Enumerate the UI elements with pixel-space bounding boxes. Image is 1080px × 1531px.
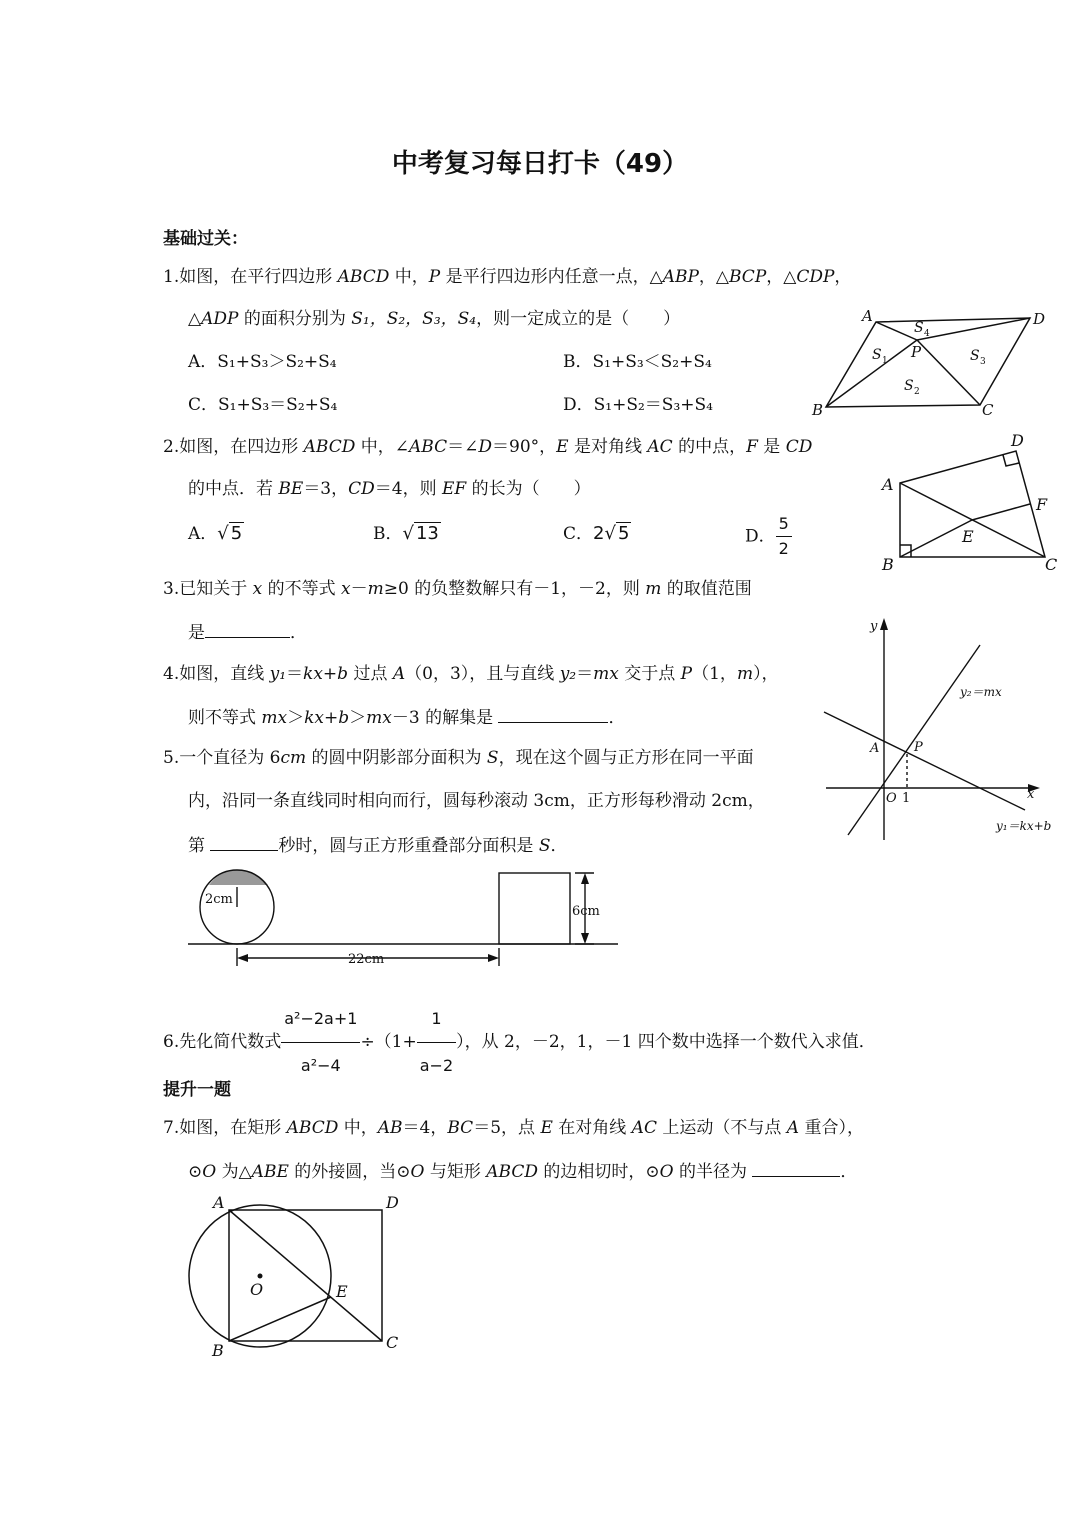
q2-line1: 2.如图，在四边形 ABCD 中，∠ABC＝∠D＝90°，E 是对角线 AC 的中点，F 是 CD (163, 437, 813, 457)
q7-label-b: B (212, 1341, 224, 1360)
q7-line1: 7.如图，在矩形 ABCD 中，AB＝4，BC＝5，点 E 在对角线 AC 上运动（不与点 A 重合）， (163, 1118, 864, 1138)
q3-line2: 是 ． (188, 619, 307, 645)
q7-line2: ⊙O 为△ABE 的外接圆，当⊙O 与矩形 ABCD 的边相切时，⊙O 的半径为 ． (188, 1158, 857, 1184)
q5-line3: 第 秒时，圆与正方形重叠部分面积是 S． (188, 832, 567, 858)
q4-line2: 则不等式 mx＞kx+b＞mx－3 的解集是 ． (188, 704, 625, 730)
q1-option-b: B．S₁+S₃＜S₂+S₄ (563, 352, 712, 372)
q5-label-side: 6cm (572, 904, 600, 919)
q7-label-a: A (213, 1193, 225, 1212)
q1-label-a: A (862, 307, 873, 325)
q4-label-p: P (914, 740, 923, 755)
q1-label-p: P (911, 343, 922, 361)
q2-label-d: D (1011, 431, 1024, 450)
q2-option-c: C．2√ 5 (563, 523, 630, 544)
center-point-o (258, 1274, 263, 1279)
section-advanced-heading: 提升一题 (163, 1080, 231, 1100)
q4-label-1: 1 (902, 791, 911, 806)
q2-line2: 的中点．若 BE＝3，CD＝4，则 EF 的长为（ ） (188, 479, 591, 499)
q6-fraction-2: $\frac{1}{a-2}$ (417, 996, 456, 1089)
q3-line1: 3.已知关于 x 的不等式 x－m≥0 的负整数解只有－1，－2，则 m 的取值范围 (163, 579, 752, 599)
q4-line1: 4.如图，直线 y₁＝kx+b 过点 A（0，3），且与直线 y₂＝mx 交于点 P（1，m）， (163, 664, 779, 684)
svg-text:2: 2 (914, 387, 920, 397)
q1-label-s4: S (914, 320, 924, 336)
q1-label-b: B (812, 401, 824, 419)
q5-label-distance: 22cm (348, 952, 385, 967)
q1-label-s3: S (970, 348, 980, 364)
q2-option-b: B．√ 13 (373, 523, 439, 544)
q4-label-o: O (886, 791, 897, 806)
q2-label-a: A (882, 475, 894, 494)
q2-label-f: F (1036, 495, 1048, 514)
q2-option-a: A．√ 5 (188, 523, 243, 544)
svg-text:3: 3 (980, 357, 986, 367)
q2-label-e: E (962, 527, 974, 546)
q6-line: 6.先化简代数式 $\frac{\text{a²−2a+1}}{\text{a²−4}}$ ÷（1+ $\frac{1}{a-2}$ ），从 2，－2，1，－1 四个数中选择一个数代入求值． (163, 996, 876, 1089)
q1-option-a: A．S₁+S₃＞S₂+S₄ (188, 352, 337, 372)
q7-label-c: C (386, 1333, 399, 1352)
q7-label-o: O (250, 1280, 264, 1299)
q4-label-y: y (870, 619, 878, 634)
svg-text:1: 1 (882, 356, 888, 366)
q1-label-d: D (1033, 310, 1046, 328)
q4-label-x: x (1027, 787, 1035, 802)
q1-line1: 1.如图，在平行四边形 ABCD 中，P 是平行四边形内任意一点，△ABP，△BCP，△CDP， (163, 267, 852, 287)
q1-option-d: D．S₁+S₂＝S₃+S₄ (563, 395, 713, 415)
section-basic-heading: 基础过关： (163, 229, 248, 249)
q4-label-a: A (870, 741, 880, 756)
q5-line2: 内，沿同一条直线同时相向而行，圆每秒滚动 3cm，正方形每秒滑动 2cm， (188, 791, 765, 811)
q1-label-s1: S (872, 347, 882, 363)
svg-text:4: 4 (924, 329, 930, 339)
q2-label-b: B (882, 555, 894, 574)
q7-label-e: E (336, 1282, 348, 1301)
diagonal-ac (229, 1210, 382, 1341)
page-title: 中考复习每日打卡（49） (391, 149, 689, 179)
q4-label-y1: y₁＝kx+b (996, 819, 1052, 833)
q1-line2: △ADP 的面积分别为 S₁，S₂，S₃，S₄，则一定成立的是（ ） (188, 309, 681, 329)
q1-option-c: C．S₁+S₃＝S₂+S₄ (188, 395, 338, 415)
q4-label-y2: y₂＝mx (960, 685, 1002, 699)
q2-label-c: C (1045, 555, 1058, 574)
q5-label-radius: 2cm (205, 892, 233, 907)
q6-fraction-1: $\frac{\text{a²−2a+1}}{\text{a²−4}}$ (281, 996, 360, 1089)
q1-label-s2: S (904, 378, 914, 394)
q7-label-d: D (386, 1193, 399, 1212)
q1-label-c: C (982, 401, 994, 419)
q2-option-d: D． $\frac{5}{2}$ (745, 512, 792, 561)
q5-line1: 5.一个直径为 6cm 的圆中阴影部分面积为 S，现在这个圆与正方形在同一平面 (163, 748, 754, 768)
